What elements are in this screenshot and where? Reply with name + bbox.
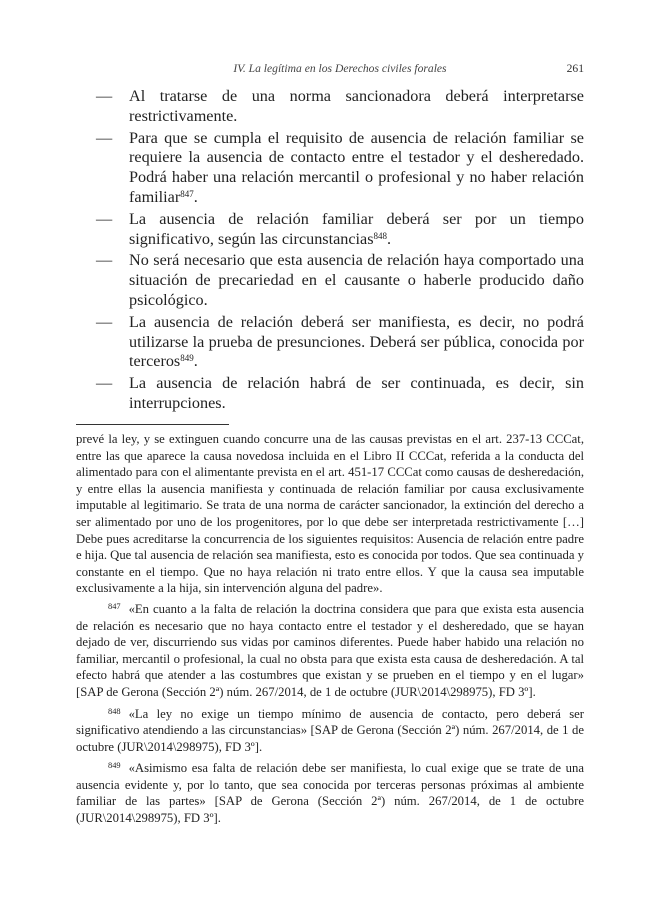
footnotes (76, 431, 584, 827)
em-dash: — (96, 312, 113, 331)
footnote-text: «Asimismo esa falta de relación debe ser manifiesta, lo cual exige que se trate de una ausencia evidente y, por lo tanto, que sea conocida por terceras personas próximas al ambiente familiar de las partes» [SAP de Gerona (Sección 2ª) núm. 267/2014, de 1 de octubre (JUR\2014\298975), FD 3º]. (76, 761, 584, 826)
list-item (96, 210, 584, 250)
footnote-ref[interactable]: 848 (373, 230, 388, 241)
footnote-number: 847 (108, 601, 121, 611)
list-item-end: . (193, 352, 198, 371)
footnote-849 (76, 760, 584, 826)
main-text (96, 87, 584, 416)
list-item-text: La ausencia de relación deberá ser manifiesta, es decir, no podrá utilizarse la prueba de presunciones. Deberá ser pública, conocida por terceros (129, 312, 584, 371)
list-item (96, 251, 584, 310)
footnote-text: «En cuanto a la falta de relación la doctrina considera que para que exista esta ausencia de relación es necesario que no haya contacto entre el testador y el desheredado, que se hayan dejado de ver, discurriendo sus vidas por caminos diferentes. Puede haber habido una relación no familiar, mercantil o profesional, la cual no obsta para que exista esta causa de desheredación. A tal efecto habrá que atender a las costumbres que existan y se prueben en el tiempo y en el lugar» [SAP de Gerona (Sección 2ª) núm. 267/2014, de 1 de octubre (JUR\2014\298975), FD 3º]. (76, 601, 584, 699)
footnote-separator (76, 424, 229, 425)
list-item-end: . (387, 229, 392, 248)
list-item (96, 374, 584, 414)
em-dash: — (96, 87, 113, 105)
footnote-number: 849 (108, 761, 121, 771)
footnote-number: 848 (108, 706, 121, 716)
footnote-continuation: prevé la ley, y se extinguen cuando concurre una de las causas previstas en el art. 237-13 CCCat, entre las que aparece la causa novedosa incluida en el Libro II CCCat, referida a la conducta del alimentado para con el alimentante prevista en el art. 451-17 CCCat como causas de desheredación, y entre ellas la ausencia manifiesta y continuada de relación familiar por causa exclusivamente imputable al legitimario. Se trata de una norma de carácter sancionador, la extinción del derecho a ser alimentado por uno de los progenitores, por lo que debe ser interpretada restrictivamente […] Debe pues acreditarse la concurrencia de los siguientes requisitos: Ausencia de relación entre padre e hija. Que tal ausencia de relación sea manifiesta, esto es conocida por todos. Que sea continuada y constante en el tiempo. Que no haya relación ni trato entre ellos. Y que la causa sea imputable exclusivamente a la hija, sin intervención alguna del padre». (76, 432, 585, 596)
list-item-text: No será necesario que esta ausencia de relación haya comportado una situación de precariedad en el causante o haberle producido daño psicológico. (129, 251, 584, 309)
footnote-ref[interactable]: 849 (180, 353, 194, 364)
em-dash: — (96, 374, 113, 393)
list-item-text: Al tratarse de una norma sancionadora deberá interpretarse restrictivamente. (129, 87, 584, 125)
running-title: IV. La legítima en los Derechos civiles forales (233, 62, 447, 75)
list-item (96, 129, 584, 208)
list-item (96, 87, 584, 127)
list-item-text: Para que se cumpla el requisito de ausencia de relación familiar se requiere la ausencia de contacto entre el testador y el desheredado. Podrá haber una relación mercantil o profesional y no haber relación familiar (129, 128, 584, 206)
list-item-end: . (193, 187, 198, 206)
em-dash: — (96, 128, 113, 147)
footnote-text: «La ley no exige un tiempo mínimo de ausencia de contacto, pero deberá ser significativo atendiendo a las circunstancias» [SAP de Gerona (Sección 2ª) núm. 267/2014, de 1 de octubre (JUR\2014\298975), FD 3º]. (76, 706, 584, 754)
list-item (96, 313, 584, 372)
footnote-847 (76, 601, 584, 701)
list-item-text: La ausencia de relación habrá de ser continuada, es decir, sin interrupciones. (129, 374, 584, 412)
list-item-text: La ausencia de relación familiar deberá ser por un tiempo significativo, según las circunstancias (129, 209, 584, 248)
em-dash: — (96, 251, 113, 270)
em-dash: — (96, 209, 113, 228)
footnote-848 (76, 706, 584, 756)
page-number: 261 (566, 62, 584, 75)
footnote-ref[interactable]: 847 (180, 188, 194, 199)
